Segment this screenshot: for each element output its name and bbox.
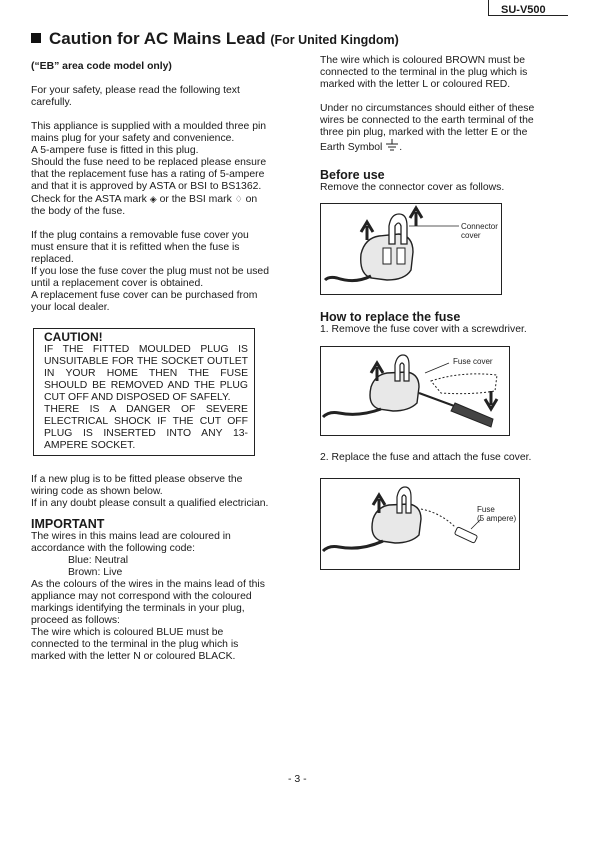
- paragraph: [31, 193, 269, 218]
- step-1: 1. Remove the fuse cover with a screwdriver.: [320, 324, 527, 335]
- paragraph: If in any doubt please consult a qualified electrician.: [31, 498, 269, 509]
- before-use-title: Before use: [320, 168, 385, 182]
- bsi-mark-icon: ♢: [234, 194, 243, 204]
- paragraph: A replacement fuse cover can be purchased from your local dealer.: [31, 290, 258, 313]
- how-to-title: How to replace the fuse: [320, 310, 461, 324]
- intro-text: For your safety, please read the following text carefully.: [31, 85, 240, 108]
- caution-box: [33, 328, 255, 456]
- paragraph: The wire which is coloured BLUE must be connected to the terminal in the plug which is marked with the letter N or coloured BLACK.: [31, 627, 239, 662]
- earth-symbol-icon: [385, 139, 399, 155]
- page-title: [31, 29, 399, 49]
- fuse-body-text: on the body of the fuse.: [31, 194, 258, 217]
- bsi-text: or the BSI mark: [159, 194, 232, 205]
- paragraph: As the colours of the wires in the mains lead of this appliance may not correspond with the coloured markings identifying the terminals in your plug, proceed as follows:: [31, 579, 265, 626]
- asta-mark-icon: ◈: [149, 194, 157, 204]
- paragraph: If the plug contains a removable fuse cover you must ensure that it is refitted when the fuse is replaced.: [31, 230, 249, 265]
- wire-code-blue: Blue: Neutral: [68, 555, 129, 566]
- square-bullet-icon: [31, 33, 41, 43]
- fuse-figure: [320, 478, 520, 570]
- title-main: Caution for AC Mains Lead: [49, 29, 266, 48]
- paragraph: This appliance is supplied with a moulded three pin mains plug for your safety and convenience.: [31, 121, 267, 144]
- left-column: [31, 61, 269, 663]
- paragraph: If a new plug is to be fitted please observe the wiring code as shown below.: [31, 474, 243, 497]
- paragraph: A 5-ampere fuse is fitted in this plug.: [31, 145, 199, 156]
- paragraph: Under no circumstances should either of these wires be connected to the earth terminal of the three pin plug, marked with the letter E or the Earth Symbol .: [320, 103, 552, 155]
- paragraph: Should the fuse need to be replaced please ensure that the replacement fuse has a rating of 5-ampere and that it is approved by ASTA or BSI to BS1362.: [31, 157, 267, 192]
- caution-text: THERE IS A DANGER OF SEVERE ELECTRICAL SHOCK IF THE CUT OFF PLUG IS INSERTED INTO ANY 13-AMPERE SOCKET.: [44, 404, 248, 451]
- fuse-cover-label: Fuse cover: [453, 357, 493, 366]
- step-2: 2. Replace the fuse and attach the fuse cover.: [320, 452, 532, 463]
- fuse-illustration: [321, 479, 519, 569]
- paragraph: The wires in this mains lead are coloured in accordance with the following code:: [31, 531, 231, 554]
- area-note: (“EB” area code model only): [31, 61, 172, 72]
- asta-text: Check for the ASTA mark: [31, 194, 147, 205]
- fuse-cover-figure: [320, 346, 510, 436]
- model-tag: SU-V500: [488, 0, 568, 16]
- wire-code-brown: Brown: Live: [68, 567, 123, 578]
- title-sub: (For United Kingdom): [270, 33, 399, 47]
- caution-title: CAUTION!: [44, 330, 103, 344]
- earth-text: Under no circumstances should either of these wires be connected to the earth terminal of the three pin plug, marked with the letter E or the Earth Symbol: [320, 103, 535, 153]
- plug-illustration: [321, 204, 501, 294]
- page-number: - 3 -: [288, 773, 307, 785]
- paragraph: The wire which is coloured BROWN must be connected to the terminal in the plug which is marked with the letter L or coloured RED.: [320, 55, 528, 90]
- right-column: [320, 55, 552, 570]
- paragraph: If you lose the fuse cover the plug must not be used until a replacement cover is obtained.: [31, 266, 269, 289]
- before-use-text: Remove the connector cover as follows.: [320, 182, 505, 193]
- connector-cover-label: Connector cover: [461, 222, 498, 240]
- important-title: IMPORTANT: [31, 517, 105, 531]
- caution-text: IF THE FITTED MOULDED PLUG IS UNSUITABLE FOR THE SOCKET OUTLET IN YOUR HOME THEN THE FUSE SHOULD BE REMOVED AND THE PLUG CUT OFF AND DISPOSED OF SAFELY.: [44, 344, 248, 403]
- connector-cover-figure: [320, 203, 502, 295]
- fuse-label: Fuse (5 ampere): [477, 505, 517, 523]
